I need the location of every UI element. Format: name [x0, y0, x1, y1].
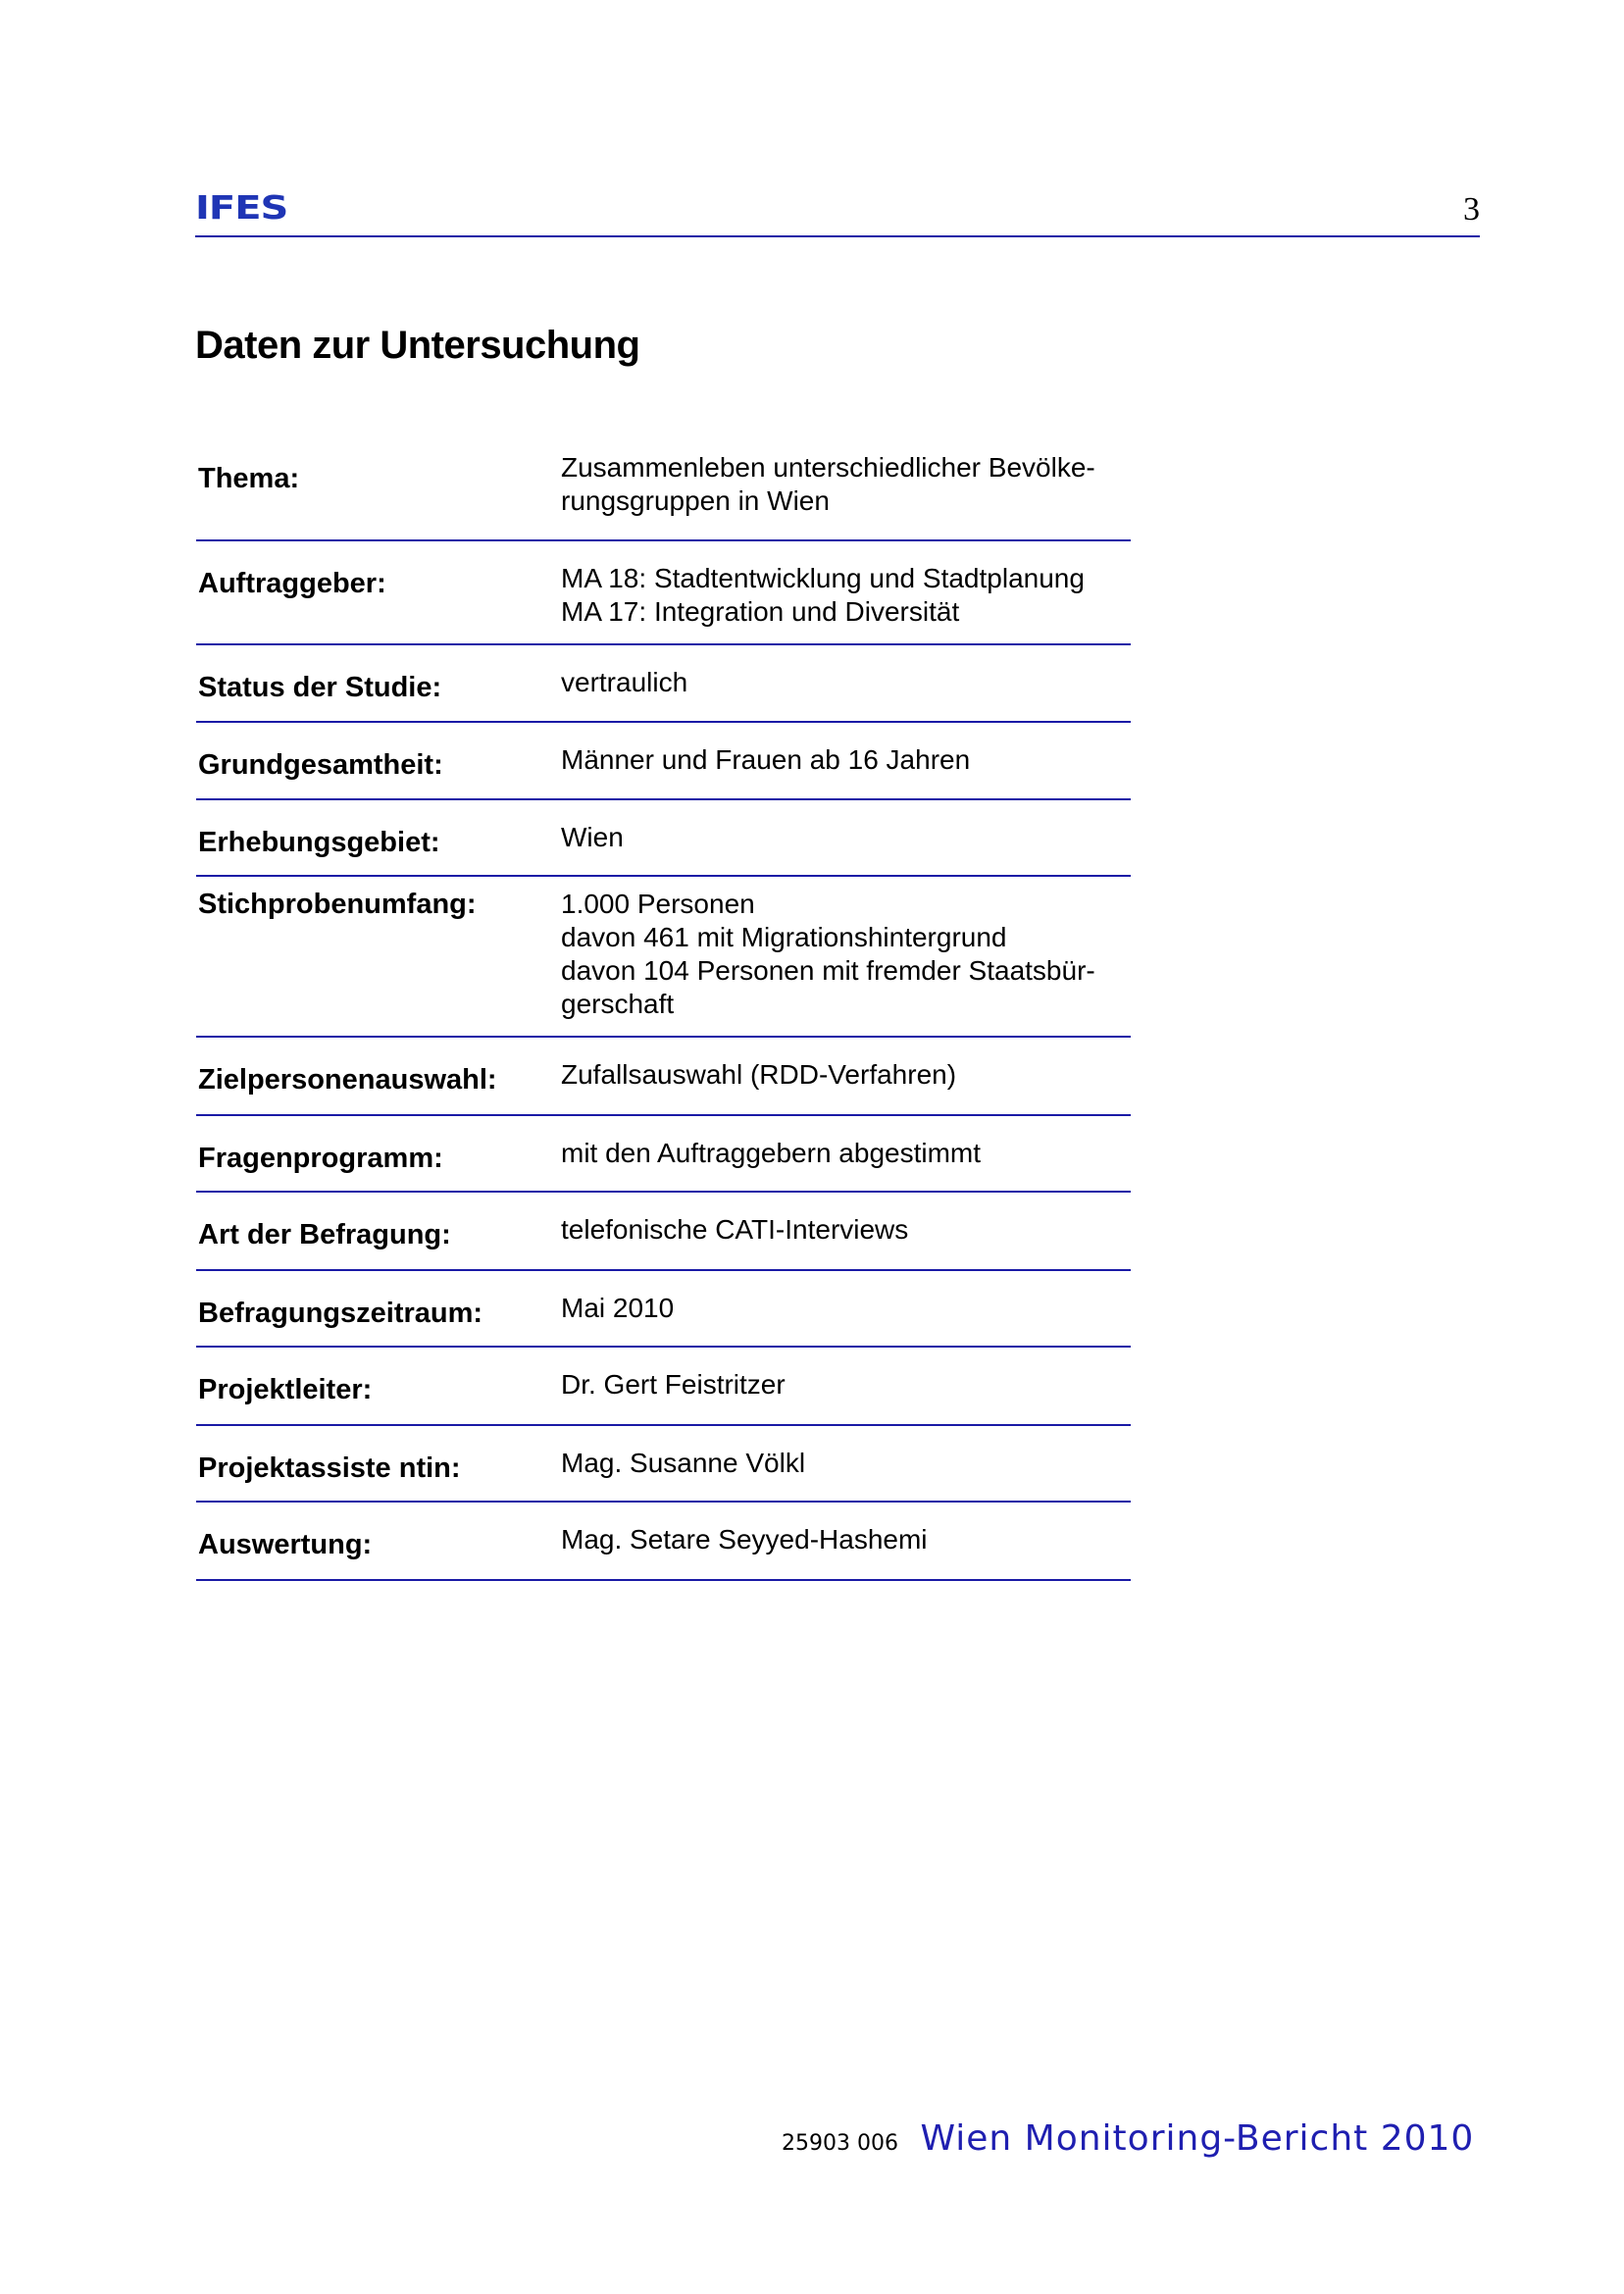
- fact-value-line: Männer und Frauen ab 16 Jahren: [561, 744, 971, 775]
- fact-value-line: Mag. Susanne Völkl: [561, 1448, 806, 1478]
- fact-value: [561, 451, 1131, 539]
- study-facts-table: [196, 446, 1131, 1581]
- report-title: Wien Monitoring-Bericht 2010: [920, 2118, 1475, 2159]
- fact-value-line: Mag. Setare Seyyed-Hashemi: [561, 1524, 928, 1555]
- fact-row-fragenprogramm: [196, 1116, 1131, 1193]
- fact-label: Projektassiste ntin:: [198, 1453, 461, 1484]
- fact-value: [561, 1292, 1131, 1346]
- fact-value-line: MA 17: Integration und Diversität: [561, 596, 960, 627]
- fact-value-line: davon 461 mit Migrationshintergrund: [561, 922, 1007, 952]
- fact-value: [561, 562, 1131, 643]
- fact-value: [561, 1213, 1131, 1269]
- page-number: 3: [1463, 191, 1480, 228]
- fact-row-erhebungsgebiet: [196, 800, 1131, 877]
- fact-value: [561, 821, 1131, 875]
- fact-label: Auswertung:: [198, 1529, 373, 1560]
- ifes-logo: IFES: [195, 189, 288, 228]
- fact-row-art-der-befragung: [196, 1193, 1131, 1271]
- fact-label: Projektleiter:: [198, 1374, 373, 1405]
- fact-value: [561, 1137, 1131, 1191]
- fact-row-grundgesamtheit: [196, 723, 1131, 800]
- fact-label: Stichprobenumfang:: [198, 889, 477, 920]
- fact-label: Erhebungsgebiet:: [198, 827, 440, 858]
- fact-value: [561, 1368, 1131, 1424]
- fact-label: Auftraggeber:: [198, 568, 386, 599]
- fact-value-line: gerschaft: [561, 989, 675, 1019]
- fact-value-line: mit den Auftraggebern abgestimmt: [561, 1138, 982, 1168]
- page-header: [195, 186, 1480, 237]
- page-footer: [782, 2118, 1474, 2159]
- fact-row-projektassistentin: [196, 1426, 1131, 1503]
- fact-value: [561, 666, 1131, 721]
- fact-value: [561, 1058, 1131, 1114]
- project-code: 25903 006: [782, 2131, 898, 2156]
- fact-value-line: Dr. Gert Feistritzer: [561, 1369, 786, 1400]
- fact-value-line: telefonische CATI-Interviews: [561, 1214, 909, 1245]
- fact-row-stichprobenumfang: [196, 877, 1131, 1038]
- fact-value-line: 1.000 Personen: [561, 889, 755, 919]
- fact-label: Zielpersonenauswahl:: [198, 1064, 497, 1096]
- fact-value-line: vertraulich: [561, 667, 688, 697]
- fact-row-auftraggeber: [196, 541, 1131, 645]
- fact-value-line: davon 104 Personen mit fremder Staatsbür-: [561, 955, 1095, 986]
- fact-value: [561, 888, 1131, 1036]
- fact-label: Befragungszeitraum:: [198, 1298, 483, 1329]
- fact-row-befragungszeitraum: [196, 1271, 1131, 1348]
- fact-value: [561, 1523, 1131, 1579]
- fact-row-zielpersonenauswahl: [196, 1038, 1131, 1116]
- fact-row-status: [196, 645, 1131, 723]
- fact-value-line: Mai 2010: [561, 1293, 675, 1323]
- fact-label: Status der Studie:: [198, 672, 442, 703]
- fact-label: Grundgesamtheit:: [198, 749, 443, 781]
- fact-value-line: Wien: [561, 822, 624, 852]
- fact-label: Fragenprogramm:: [198, 1143, 443, 1174]
- fact-label: Thema:: [198, 463, 300, 494]
- fact-row-auswertung: [196, 1503, 1131, 1581]
- fact-value-line: rungsgruppen in Wien: [561, 485, 830, 516]
- fact-value: [561, 743, 1131, 798]
- fact-value-line: Zusammenleben unterschiedlicher Bevölke-: [561, 452, 1095, 483]
- fact-label: Art der Befragung:: [198, 1219, 451, 1250]
- fact-value-line: MA 18: Stadtentwicklung und Stadtplanung: [561, 563, 1085, 593]
- fact-value-line: Zufallsauswahl (RDD-Verfahren): [561, 1059, 957, 1090]
- page-title: Daten zur Untersuchung: [195, 324, 640, 367]
- fact-row-projektleiter: [196, 1348, 1131, 1426]
- fact-row-thema: [196, 446, 1131, 541]
- fact-value: [561, 1447, 1131, 1501]
